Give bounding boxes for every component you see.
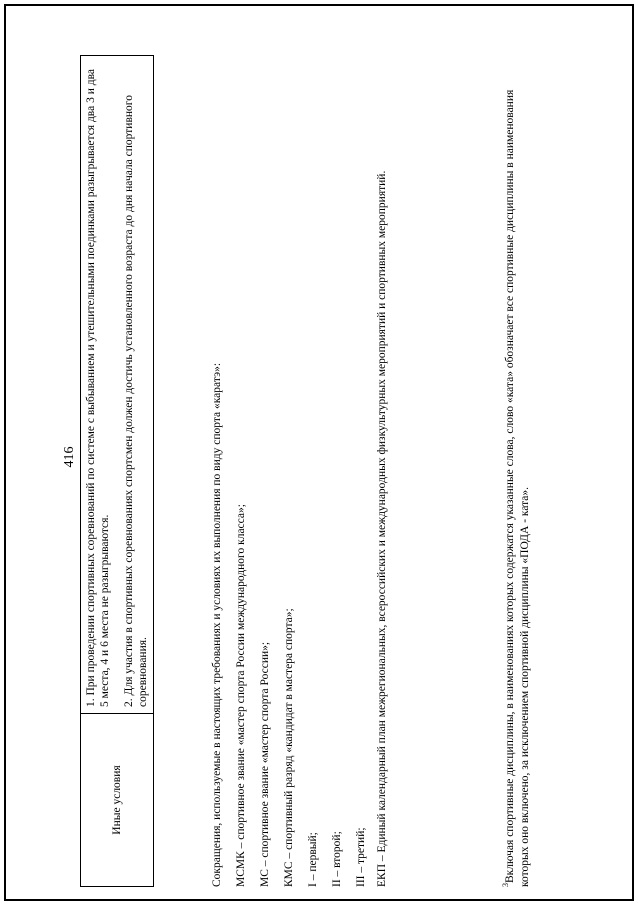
abbreviations-intro: Сокращения, используемые в настоящих требованиях и условиях их выполнения по виду спорта «каратэ»:: [211, 362, 223, 887]
footnote-marker: 3: [501, 883, 510, 887]
abbreviation-line: I – первый;: [307, 832, 319, 887]
table-row: [81, 56, 154, 887]
abbreviations-section: [205, 27, 391, 887]
conditions-table: [80, 55, 154, 887]
condition-item: 1. При проведении спортивных соревнований по системе с выбыванием и утешительными поединками разыгрывается два 3 и два 5 места, 4 и 6 места не разыгрываются.: [85, 69, 111, 707]
abbreviation-line: МСМК – спортивное звание «мастер спорта России международного класса»;: [235, 504, 247, 887]
footnote-text: Включая спортивные дисциплины, в наименованиях которых содержатся указанные слова, слово «ката» обозначает все спортивные дисциплины в наименования которых оно включено, за исключением спортивной дисциплины «ПОДА - ката».: [503, 89, 531, 887]
condition-item: 2. Для участия в спортивных соревнованиях спортсмен должен достичь установленного возраста до дня начала спортивного соревнования.: [123, 95, 149, 707]
rotated-page-content: [20, 27, 620, 887]
abbreviation-line: ЕКП – Единый календарный план межрегиональных, всероссийских и международных физкультурных мероприятий и спортивных мероприятий.: [376, 170, 388, 887]
abbreviation-line: II – второй;: [331, 831, 343, 887]
abbreviation-line: МС – спортивное звание «мастер спорта России»;: [259, 641, 271, 887]
row-label: Иные условия: [81, 714, 154, 887]
abbreviation-line: III – третий;: [355, 827, 367, 887]
page-number: 416: [62, 446, 77, 468]
footnote: [498, 67, 533, 887]
row-content: [81, 56, 154, 714]
abbreviation-line: КМС – спортивный разряд «кандидат в мастера спорта»;: [283, 608, 295, 887]
